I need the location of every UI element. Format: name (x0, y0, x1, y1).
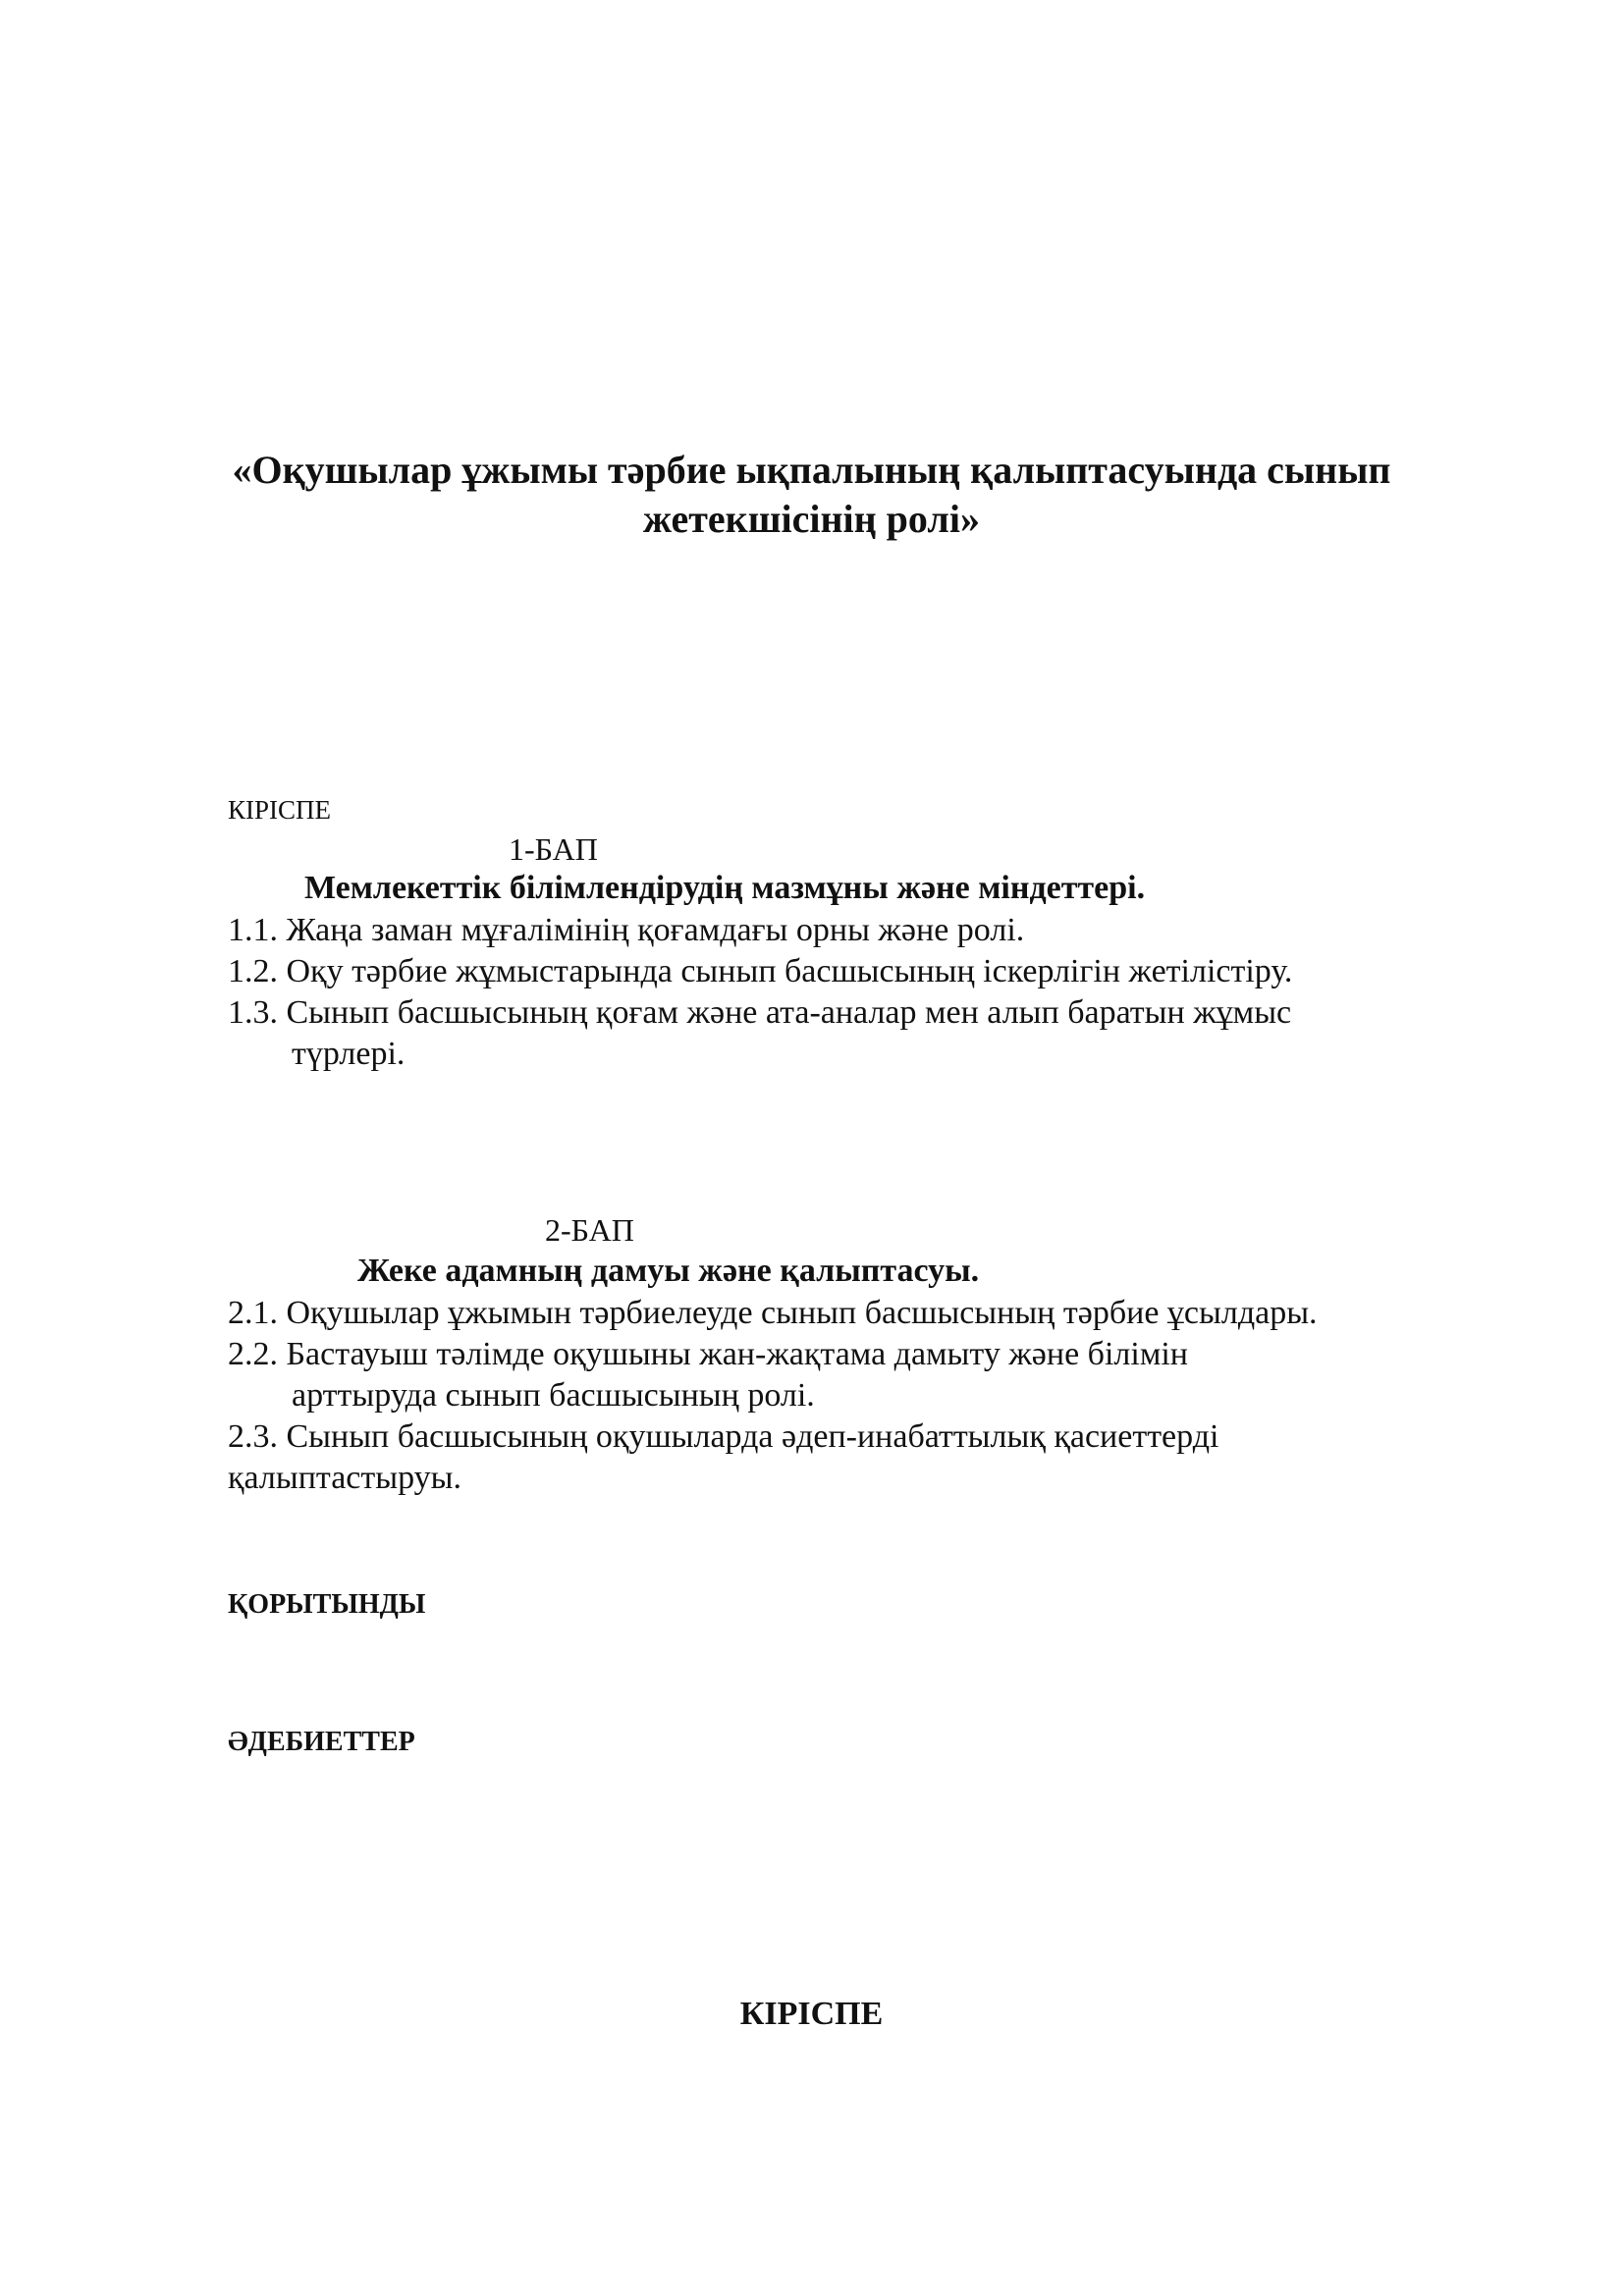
document-title-line-2: жетекшісінің ролі» (643, 497, 980, 541)
toc-item-1-2 (228, 952, 1292, 991)
toc-item-number: 2.3. (228, 1418, 278, 1455)
intro-heading: КІРІСПЕ (739, 1996, 884, 2032)
toc-item-2-3-continuation: қалыптастыруы. (228, 1460, 461, 1496)
toc-item-number: 2.1. (228, 1295, 278, 1331)
toc-item-2-3 (228, 1417, 1218, 1457)
toc-item-text: Сынып басшысының оқушыларда әдеп-инабаттылық қасиеттерді (286, 1418, 1219, 1455)
toc-item-2-2-continuation: арттыруда сынып басшысының ролі. (292, 1377, 815, 1414)
chapter-1-heading: Мемлекеттік білімлендірудің мазмұны және міндеттері. (304, 870, 1146, 906)
toc-item-number: 1.2. (228, 953, 278, 989)
toc-item-text: Бастауыш тәлімде оқушыны жан-жақтама дамыту және білімін (286, 1336, 1188, 1372)
toc-item-2-1 (228, 1294, 1318, 1333)
toc-references-label: ӘДЕБИЕТТЕР (228, 1727, 415, 1757)
toc-item-1-3 (228, 993, 1291, 1033)
toc-intro-label: КІРІСПЕ (228, 795, 332, 825)
toc-item-2-2 (228, 1335, 1188, 1374)
toc-item-1-1 (228, 911, 1024, 950)
toc-item-text: Жаңа заман мұғалімінің қоғамдағы орны және ролі. (286, 912, 1025, 948)
toc-item-number: 1.3. (228, 994, 278, 1031)
document-title-line-1: «Оқушылар ұжымы тәрбие ықпалының қалыптасуында сынып (232, 448, 1391, 492)
toc-item-text: Оқу тәрбие жұмыстарында сынып басшысының іскерлігін жетілістіру. (286, 953, 1293, 989)
chapter-1-label: 1-БАП (509, 831, 598, 867)
toc-item-text: Сынып басшысының қоғам және ата-аналар мен алып баратын жұмыс (286, 994, 1292, 1031)
toc-item-number: 2.2. (228, 1336, 278, 1372)
toc-conclusion-label: ҚОРЫТЫНДЫ (228, 1589, 426, 1620)
toc-item-1-3-continuation: түрлері. (292, 1036, 406, 1072)
toc-item-number: 1.1. (228, 912, 278, 948)
chapter-2-label: 2-БАП (545, 1212, 634, 1248)
chapter-2-heading: Жеке адамның дамуы және қалыптасуы. (357, 1253, 980, 1289)
toc-item-text: Оқушылар ұжымын тәрбиелеуде сынып басшысының тәрбие ұсылдары. (286, 1295, 1318, 1331)
